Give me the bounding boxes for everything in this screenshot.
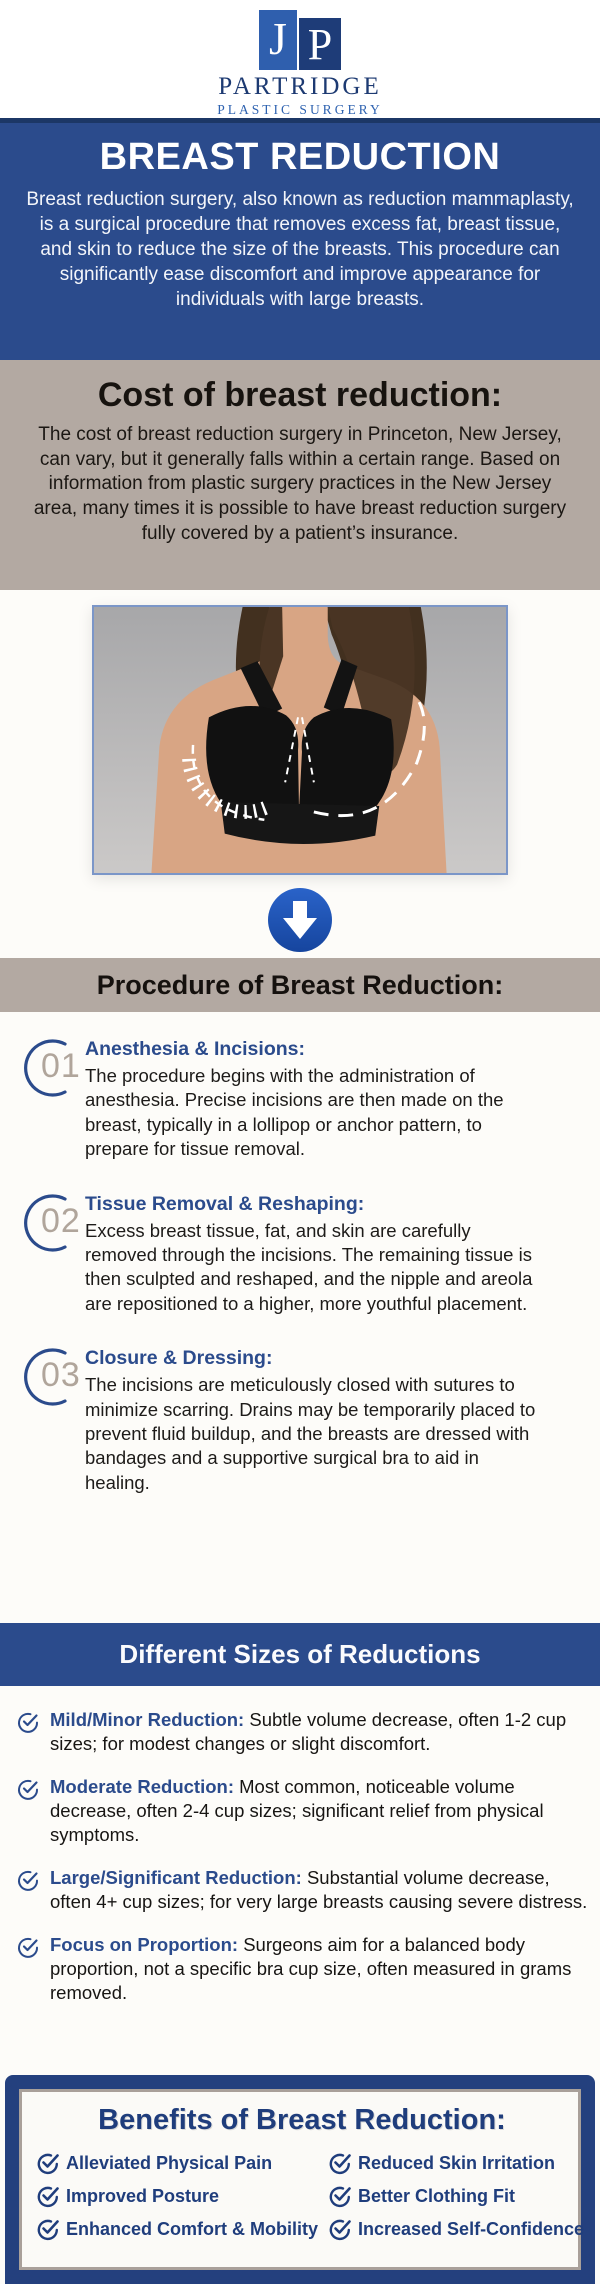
cost-section (0, 360, 600, 590)
benefits-card (19, 2089, 585, 2270)
size-item-mild (16, 1708, 592, 1756)
benefit-item (36, 2217, 318, 2241)
size-item-text: Substantial volume decrease, often 4+ cup sizes; for very large breasts causing severe distress. (50, 1867, 588, 1913)
size-item-text: Subtle volume decrease, often 1-2 cup sizes; for modest changes or slight discomfort. (50, 1709, 567, 1755)
step-3-badge (15, 1343, 87, 1411)
step-1-title: Anesthesia & Incisions: (85, 1038, 305, 1060)
step-1-text: The procedure begins with the administration of anesthesia. Precise incisions are then made on the breast, typically in a lollipop or anchor pattern, to prepare for tissue removal. (85, 1065, 504, 1160)
benefit-item (328, 2151, 584, 2175)
step-3 (41, 1347, 545, 1495)
page-title: BREAST REDUCTION (99, 136, 501, 178)
benefit-item (328, 2184, 584, 2208)
check-circle-icon (16, 1866, 42, 1914)
check-circle-icon (328, 2217, 352, 2241)
step-3-text: The incisions are meticulously closed with sutures to minimize scarring. Drains may be temporarily placed to prevent fluid buildup, and the breasts are dressed with bandages and a supportive surgical bra to aid in healing. (85, 1374, 536, 1493)
logo-header (0, 0, 600, 118)
check-circle-icon (328, 2151, 352, 2175)
check-circle-icon (36, 2217, 60, 2241)
photo-section (0, 590, 600, 958)
logo-letter-p: P (299, 18, 341, 70)
benefits-right-column (318, 2151, 584, 2241)
check-circle-icon (16, 1933, 42, 2005)
size-item-text: Most common, noticeable volume decrease, often 2-4 cup sizes; significant relief from physical symptoms. (50, 1776, 544, 1846)
step-3-number: 03 (41, 1356, 81, 1395)
step-2-title: Tissue Removal & Reshaping: (85, 1192, 365, 1215)
size-item-moderate (16, 1775, 592, 1847)
logo-letter-j: J (259, 10, 297, 70)
sizes-title: Different Sizes of Reductions (119, 1639, 481, 1669)
benefit-label: Improved Posture (66, 2185, 220, 2206)
jp-logo-icon (259, 10, 341, 70)
check-circle-icon (36, 2151, 60, 2175)
down-arrow-icon (268, 888, 332, 952)
sizes-list (0, 1686, 600, 2075)
procedure-steps (0, 1012, 600, 1623)
size-item-label: Mild/Minor Reduction: (50, 1709, 245, 1730)
bra-markings-illustration (94, 607, 506, 873)
size-item-proportion (16, 1933, 592, 2005)
step-1-badge (15, 1034, 87, 1102)
benefit-label: Alleviated Physical Pain (66, 2152, 273, 2173)
hero-section (0, 118, 600, 360)
step-2-number: 02 (41, 1201, 81, 1240)
benefits-title: Benefits of Breast Reduction: (98, 2104, 506, 2136)
benefit-label: Better Clothing Fit (358, 2185, 515, 2206)
size-item-label: Moderate Reduction: (50, 1776, 234, 1798)
brand-name: PARTRIDGE (218, 73, 382, 100)
benefits-section (5, 2075, 595, 2284)
brand-tagline: PLASTIC SURGERY (217, 102, 383, 117)
benefit-label: Increased Self-Confidence (358, 2218, 585, 2239)
check-circle-icon (16, 1708, 42, 1756)
patient-photo (92, 605, 508, 875)
check-circle-icon (328, 2184, 352, 2208)
benefits-columns (36, 2151, 585, 2241)
benefit-item (36, 2151, 318, 2175)
step-2-badge (15, 1189, 87, 1257)
procedure-band (0, 958, 600, 1012)
size-item-label: Focus on Proportion: (50, 1934, 239, 1956)
procedure-title: Procedure of Breast Reduction: (96, 969, 504, 1000)
check-circle-icon (16, 1775, 42, 1847)
step-3-title: Closure & Dressing: (85, 1347, 273, 1370)
step-2 (41, 1192, 545, 1317)
benefits-left-column (36, 2151, 318, 2241)
step-1 (41, 1038, 545, 1162)
benefit-item (328, 2217, 584, 2241)
size-item-large (16, 1866, 592, 1914)
hero-description: Breast reduction surgery, also known as reduction mammaplasty, is a surgical procedure that removes excess fat, breast tissue, and skin to reduce the size of the breasts. This procedure can significantly ease discomfort and improve appearance for individuals with large breasts. (26, 189, 574, 310)
sizes-band (0, 1623, 600, 1686)
check-circle-icon (36, 2184, 60, 2208)
size-item-label: Large/Significant Reduction: (50, 1867, 302, 1889)
benefit-label: Reduced Skin Irritation (358, 2152, 556, 2173)
cost-description: The cost of breast reduction surgery in Princeton, New Jersey, can vary, but it generally falls within a certain range. Based on information from plastic surgery practices in the New Jersey area, many times it is possible to have breast reduction surgery fully covered by a patient’s insurance. (33, 424, 567, 544)
benefit-item (36, 2184, 318, 2208)
size-item-text: Surgeons aim for a balanced body proportion, not a specific bra cup size, often measured in grams removed. (50, 1934, 572, 2004)
step-2-text: Excess breast tissue, fat, and skin are carefully removed through the incisions. The remaining tissue is then sculpted and reshaped, and the nipple and areola are repositioned to a higher, more youthful placement. (85, 1219, 533, 1314)
benefit-label: Enhanced Comfort & Mobility (66, 2218, 318, 2239)
cost-title: Cost of breast reduction: (97, 376, 503, 414)
step-1-number: 01 (41, 1047, 81, 1085)
